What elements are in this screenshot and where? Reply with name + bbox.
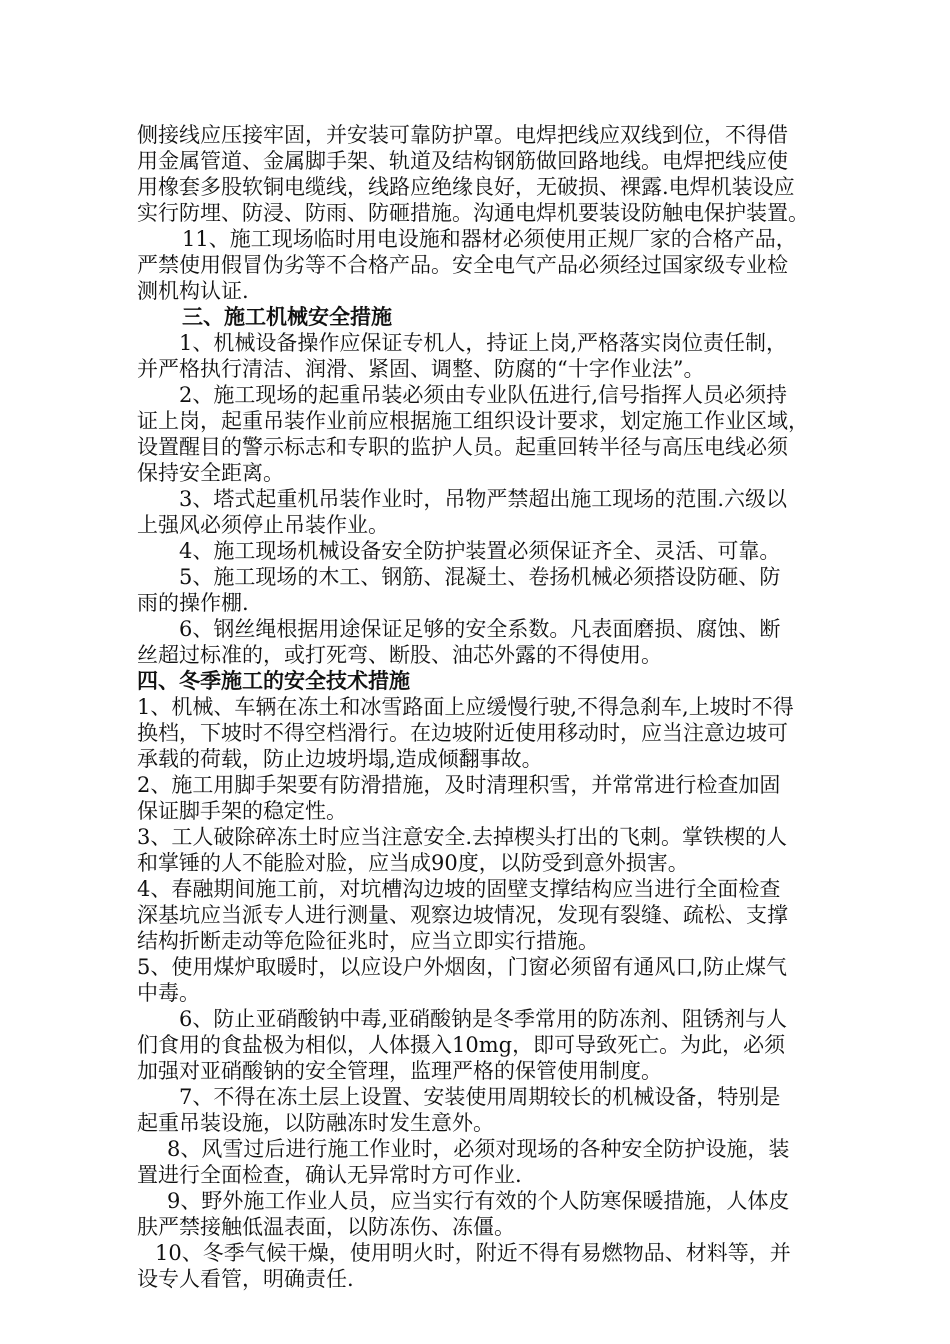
text-line: 8、风雪过后进行施工作业时，必须对现场的各种安全防护设施，装: [167, 1137, 790, 1161]
text-line: 用金属管道、金属脚手架、轨道及结构钢筋做回路地线。电焊把线应使: [137, 149, 788, 173]
text-line: 7、不得在冻土层上设置、安装使用周期较长的机械设备，特别是: [179, 1085, 781, 1109]
text-line: 结构折断走动等危险征兆时，应当立即实行措施。: [137, 929, 599, 953]
text-line: 用橡套多股软铜电缆线，线路应绝缘良好，无破损、裸露.电焊机装设应: [137, 175, 795, 199]
text-line: 侧接线应压接牢固，并安装可靠防护罩。电焊把线应双线到位，不得借: [137, 123, 788, 147]
text-line: 测机构认证.: [137, 279, 249, 303]
text-line: 6、钢丝绳根据用途保证足够的安全系数。凡表面磨损、腐蚀、断: [179, 617, 781, 641]
text-line: 设专人看管，明确责任.: [137, 1267, 354, 1291]
document-page: [137, 122, 842, 1292]
text-line: 换档，下坡时不得空档滑行。在边坡附近使用移动时，应当注意边坡可: [137, 721, 788, 745]
section-heading: 三、施工机械安全措施: [182, 304, 392, 329]
text-line: 1、机械设备操作应保证专机人，持证上岗,严格落实岗位责任制，: [179, 331, 788, 355]
text-line: 1、机械、车辆在冻土和冰雪路面上应缓慢行驶,不得急刹车,上坡时不得: [137, 695, 794, 719]
text-line: 11、施工现场临时用电设施和器材必须使用正规厂家的合格产品，: [182, 227, 797, 251]
text-line: 实行防埋、防浸、防雨、防砸措施。沟通电焊机要装设防触电保护装置。: [137, 201, 809, 225]
text-line: 起重吊装设施，以防融冻时发生意外。: [137, 1111, 494, 1135]
text-line: 保证脚手架的稳定性。: [137, 799, 347, 823]
text-line: 4、春融期间施工前，对坑槽沟边坡的固壁支撑结构应当进行全面检查: [137, 877, 781, 901]
text-line: 严禁使用假冒伪劣等不合格产品。安全电气产品必须经过国家级专业检: [137, 253, 788, 277]
text-line: 4、施工现场机械设备安全防护装置必须保证齐全、灵活、可靠。: [179, 539, 781, 563]
text-line: 置进行全面检查，确认无异常时方可作业.: [137, 1163, 522, 1187]
text-line: 设置醒目的警示标志和专职的监护人员。起重回转半径与高压电线必须: [137, 435, 788, 459]
text-line: 5、使用煤炉取暖时，以应设户外烟囱，门窗必须留有通风口,防止煤气: [137, 955, 788, 979]
section-heading: 四、冬季施工的安全技术措施: [137, 668, 410, 693]
text-line: 6、防止亚硝酸钠中毒,亚硝酸钠是冬季常用的防冻剂、阻锈剂与人: [179, 1007, 788, 1031]
text-line: 9、野外施工作业人员，应当实行有效的个人防寒保暖措施，人体皮: [167, 1189, 790, 1213]
text-line: 保持安全距离。: [137, 461, 284, 485]
text-line: 们食用的食盐极为相似，人体摄入10mg，即可导致死亡。为此，必须: [137, 1033, 786, 1057]
text-line: 和掌锤的人不能脸对脸，应当成90度，以防受到意外损害。: [137, 851, 689, 875]
text-line: 深基坑应当派专人进行测量、观察边坡情况，发现有裂缝、疏松、支撑: [137, 903, 788, 927]
text-line: 5、施工现场的木工、钢筋、混凝土、卷扬机械必须搭设防砸、防: [179, 565, 781, 589]
text-line: 并严格执行清洁、润滑、紧固、调整、防腐的“十字作业法”。: [137, 357, 705, 381]
text-line: 承载的荷载，防止边坡坍塌,造成倾翻事故。: [137, 747, 543, 771]
text-line: 证上岗，起重吊装作业前应根据施工组织设计要求，划定施工作业区域，: [137, 409, 809, 433]
text-line: 2、施工现场的起重吊装必须由专业队伍进行,信号指挥人员必须持: [179, 383, 788, 407]
text-line: 上强风必须停止吊装作业。: [137, 513, 389, 537]
text-line: 加强对亚硝酸钠的安全管理，监理严格的保管使用制度。: [137, 1059, 662, 1083]
text-line: 肤严禁接触低温表面，以防冻伤、冻僵。: [137, 1215, 515, 1239]
text-line: 中毒。: [137, 981, 200, 1005]
text-line: 丝超过标准的，或打死弯、断股、油芯外露的不得使用。: [137, 643, 662, 667]
text-line: 2、施工用脚手架要有防滑措施，及时清理积雪，并常常进行检查加固: [137, 773, 781, 797]
text-line: 3、工人破除碎冻土时应当注意安全.去掉楔头打出的飞刺。掌铁楔的人: [137, 825, 788, 849]
text-line: 雨的操作棚.: [137, 591, 249, 615]
text-line: 10、冬季气候干燥，使用明火时，附近不得有易燃物品、材料等，并: [155, 1241, 791, 1265]
text-line: 3、塔式起重机吊装作业时，吊物严禁超出施工现场的范围.六级以: [179, 487, 788, 511]
